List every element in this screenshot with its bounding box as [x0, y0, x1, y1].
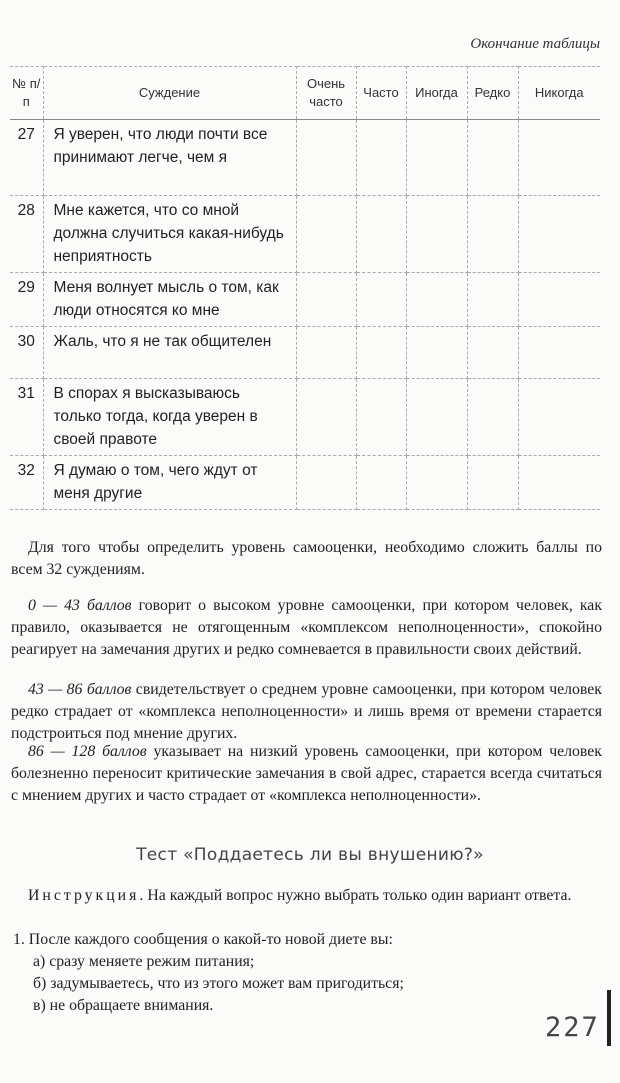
table-header-row	[10, 67, 600, 120]
answer-cell	[406, 273, 467, 327]
answer-cell	[518, 456, 600, 510]
score-range-high: 0 — 43 баллов	[28, 597, 132, 614]
header-rarely: Редко	[467, 67, 518, 120]
answer-cell	[518, 379, 600, 456]
answer-cell	[467, 120, 518, 196]
answer-cell	[296, 456, 356, 510]
answer-cell	[406, 196, 467, 273]
answer-cell	[356, 273, 406, 327]
answer-cell	[518, 196, 600, 273]
scoring-instruction-paragraph: Для того чтобы определить уровень самооценки, необходимо сложить баллы по всем 32 суждениям.	[11, 539, 602, 578]
table-row	[10, 196, 600, 273]
answer-option-a: а) сразу меняете режим питания;	[33, 953, 255, 970]
instruction-text: . На каждый вопрос нужно выбрать только один вариант ответа.	[139, 887, 572, 904]
header-statement: Суждение	[43, 67, 296, 120]
high-self-esteem-paragraph	[11, 595, 602, 661]
score-description-high: говорит о высоком уровне самооценки, при котором человек, как правило, оказывается не отягощенным «комплексом неполноценности», спокойно реагирует на замечания других и редко сомневается в правильности своих действий.	[11, 597, 602, 658]
row-number: 28	[10, 196, 43, 273]
low-self-esteem-paragraph	[11, 741, 602, 807]
answer-cell	[518, 327, 600, 379]
answer-option-b: б) задумываетесь, что из этого может вам пригодиться;	[33, 975, 404, 992]
answer-cell	[356, 327, 406, 379]
row-statement: В спорах я высказываюсь только тогда, когда уверен в своей правоте	[43, 379, 296, 456]
answer-cell	[296, 196, 356, 273]
answer-cell	[518, 273, 600, 327]
header-very-often: Очень часто	[296, 67, 356, 120]
row-statement: Я уверен, что люди почти все принимают легче, чем я	[43, 120, 296, 196]
survey-table	[10, 66, 600, 510]
answer-cell	[356, 456, 406, 510]
answer-cell	[518, 120, 600, 196]
answer-cell	[406, 327, 467, 379]
page-edge-mark	[607, 990, 611, 1046]
score-range-medium: 43 — 86 баллов	[28, 681, 132, 698]
answer-cell	[406, 379, 467, 456]
answer-cell	[467, 327, 518, 379]
row-number: 32	[10, 456, 43, 510]
row-statement: Мне кажется, что со мной должна случиться какая-нибудь неприятность	[43, 196, 296, 273]
answer-cell	[296, 379, 356, 456]
answer-cell	[467, 379, 518, 456]
row-number: 29	[10, 273, 43, 327]
answer-cell	[467, 456, 518, 510]
row-number: 27	[10, 120, 43, 196]
question-1: 1. После каждого сообщения о какой-то новой диете вы:	[13, 931, 393, 948]
instruction-label: Инструкция	[28, 887, 140, 904]
header-often: Часто	[356, 67, 406, 120]
row-number: 30	[10, 327, 43, 379]
table-row	[10, 327, 600, 379]
table-row	[10, 456, 600, 510]
table-caption: Окончание таблицы	[470, 36, 600, 52]
score-range-low: 86 — 128 баллов	[28, 743, 147, 760]
answer-cell	[296, 273, 356, 327]
header-never: Никогда	[518, 67, 600, 120]
page-number: 227	[545, 1012, 600, 1043]
answer-cell	[406, 456, 467, 510]
instruction-paragraph	[11, 885, 602, 907]
table-row	[10, 379, 600, 456]
test-title: Тест «Поддаетесь ли вы внушению?»	[136, 845, 484, 865]
score-description-low: указывает на низкий уровень самооценки, при котором человек болезненно переносит критические замечания в свой адрес, старается всегда считаться с мнением других и часто страдает от «комплекса неполноценности».	[11, 743, 602, 804]
medium-self-esteem-paragraph	[11, 679, 602, 745]
answer-cell	[356, 379, 406, 456]
row-statement: Жаль, что я не так общителен	[43, 327, 296, 379]
row-statement: Меня волнует мысль о том, как люди относятся ко мне	[43, 273, 296, 327]
answer-cell	[356, 120, 406, 196]
answer-cell	[467, 273, 518, 327]
answer-option-c: в) не обращаете внимания.	[33, 997, 214, 1014]
answer-cell	[406, 120, 467, 196]
row-statement: Я думаю о том, чего ждут от меня другие	[43, 456, 296, 510]
table-row	[10, 120, 600, 196]
row-number: 31	[10, 379, 43, 456]
answer-cell	[356, 196, 406, 273]
answer-cell	[467, 196, 518, 273]
header-sometimes: Иногда	[406, 67, 467, 120]
table-row	[10, 273, 600, 327]
header-num: № п/п	[10, 67, 43, 120]
answer-cell	[296, 120, 356, 196]
score-description-medium: свидетельствует о среднем уровне самооценки, при котором человек редко страдает от «комплекса неполноценности» и лишь время от времени старается подстроиться под мнение других.	[11, 681, 602, 742]
answer-cell	[296, 327, 356, 379]
